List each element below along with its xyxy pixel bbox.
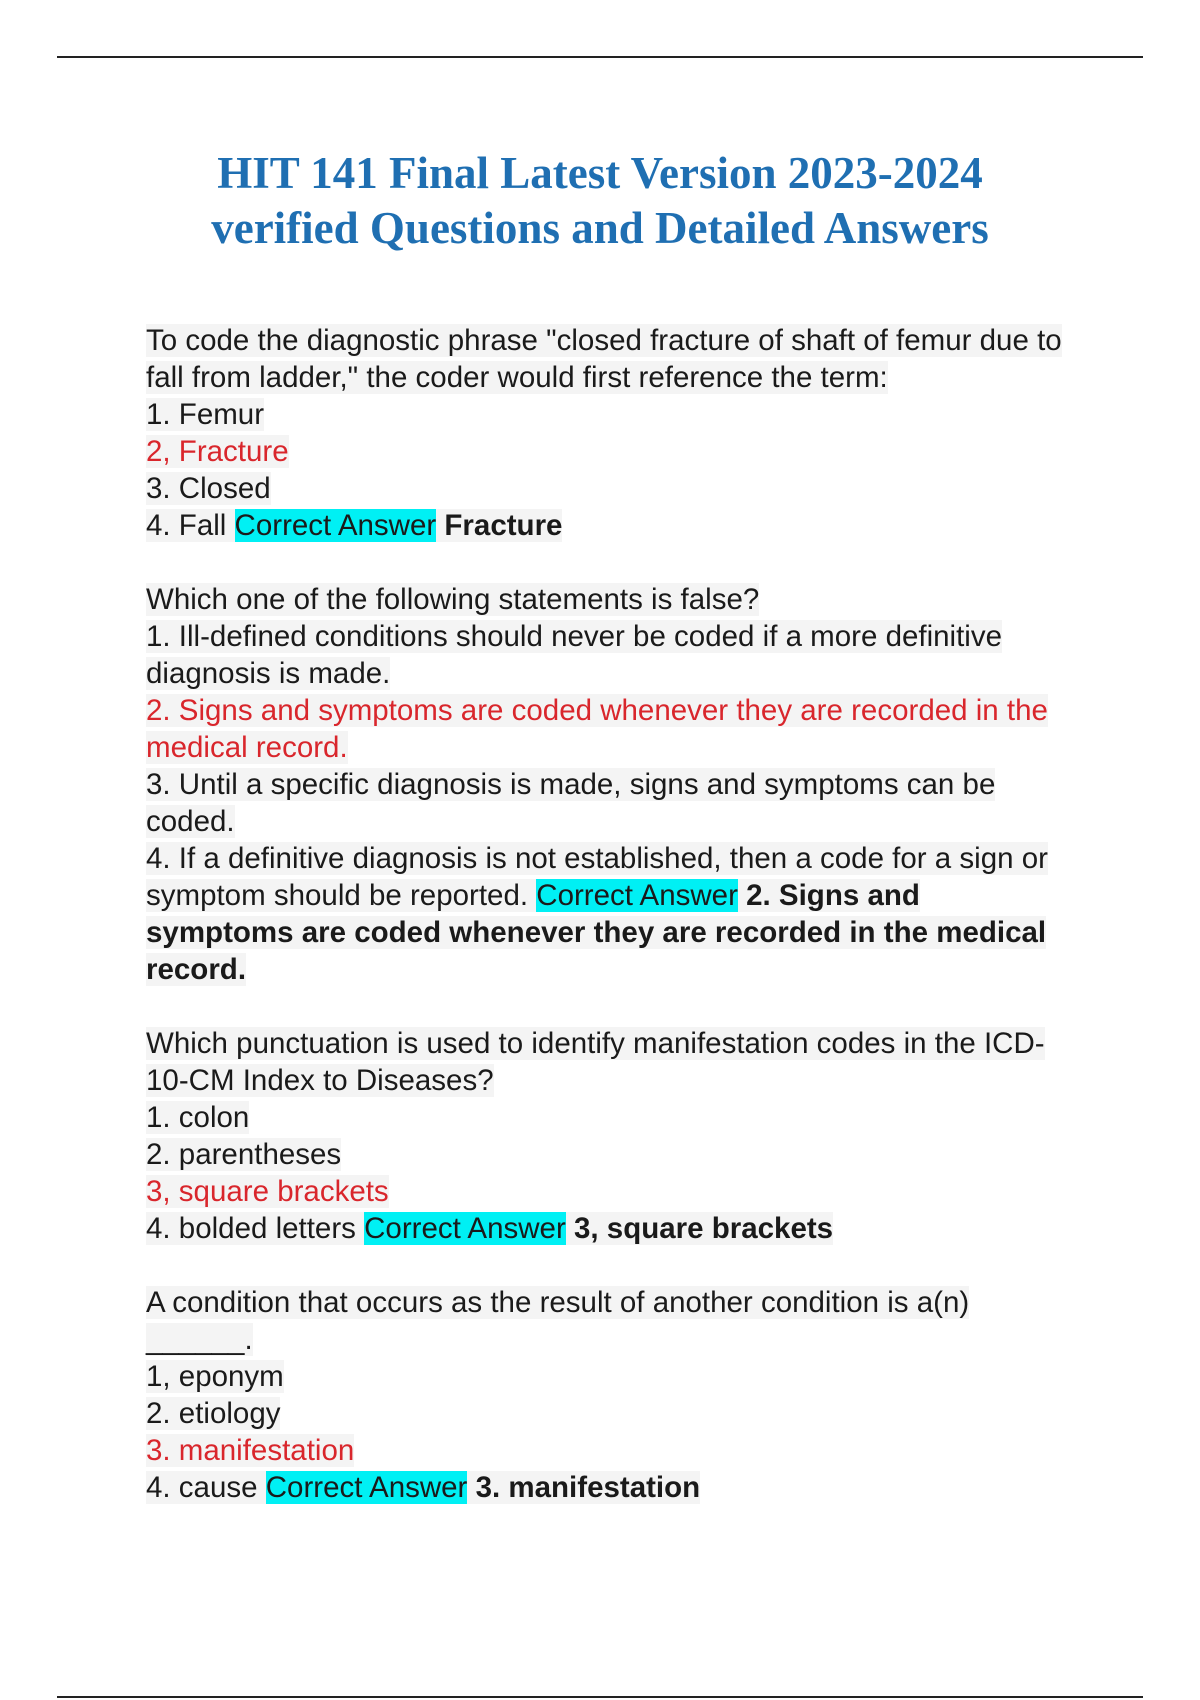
option-3-highlighted: 3. manifestation	[146, 1434, 355, 1467]
header-rule	[57, 56, 1143, 58]
question-stem: To code the diagnostic phrase "closed fracture of shaft of femur due to fall from ladder," the coder would first reference the term:	[146, 324, 1062, 394]
footer-rule	[57, 1696, 1143, 1698]
correct-answer-tag: Correct Answer	[265, 1471, 468, 1504]
option-4: 4. If a definitive diagnosis is not established, then a code for a sign or symptom should be reported.	[146, 842, 1048, 912]
option-2: 2. parentheses	[146, 1138, 342, 1171]
correct-answer-text: Fracture	[444, 509, 563, 542]
document-title	[100, 146, 1100, 256]
option-2-highlighted: 2, Fracture	[146, 435, 289, 468]
option-2: 2. etiology	[146, 1397, 281, 1430]
option-4: 4. Fall	[146, 509, 227, 542]
option-4: 4. bolded letters	[146, 1212, 356, 1245]
question-3	[146, 1025, 1066, 1247]
option-4: 4. cause	[146, 1471, 258, 1504]
option-3: 3. Until a specific diagnosis is made, signs and symptoms can be coded.	[146, 768, 996, 838]
option-2-highlighted: 2. Signs and symptoms are coded whenever they are recorded in the medical record.	[146, 694, 1048, 764]
title-line-2: verified Questions and Detailed Answers	[211, 203, 989, 253]
option-1: 1. colon	[146, 1101, 250, 1134]
option-3: 3. Closed	[146, 472, 271, 505]
correct-answer-text: 3, square brackets	[573, 1212, 834, 1245]
question-list	[146, 322, 1066, 1543]
question-stem: A condition that occurs as the result of another condition is a(n) ______.	[146, 1286, 970, 1356]
correct-answer-text: 3. manifestation	[475, 1471, 701, 1504]
correct-answer-tag: Correct Answer	[234, 509, 437, 542]
title-line-1: HIT 141 Final Latest Version 2023-2024	[217, 148, 983, 198]
question-stem: Which punctuation is used to identify manifestation codes in the ICD-10-CM Index to Diseases?	[146, 1027, 1045, 1097]
correct-answer-text: 2. Signs and symptoms are coded whenever they are recorded in the medical record.	[146, 879, 1047, 986]
question-2	[146, 581, 1066, 988]
correct-answer-tag: Correct Answer	[536, 879, 738, 912]
option-3-highlighted: 3, square brackets	[146, 1175, 389, 1208]
option-1: 1. Femur	[146, 398, 265, 431]
question-1	[146, 322, 1066, 544]
correct-answer-tag: Correct Answer	[364, 1212, 566, 1245]
question-stem: Which one of the following statements is false?	[146, 583, 760, 616]
question-4	[146, 1284, 1066, 1506]
option-1: 1. Ill-defined conditions should never be coded if a more definitive diagnosis is made.	[146, 620, 1003, 690]
option-1: 1, eponym	[146, 1360, 284, 1393]
